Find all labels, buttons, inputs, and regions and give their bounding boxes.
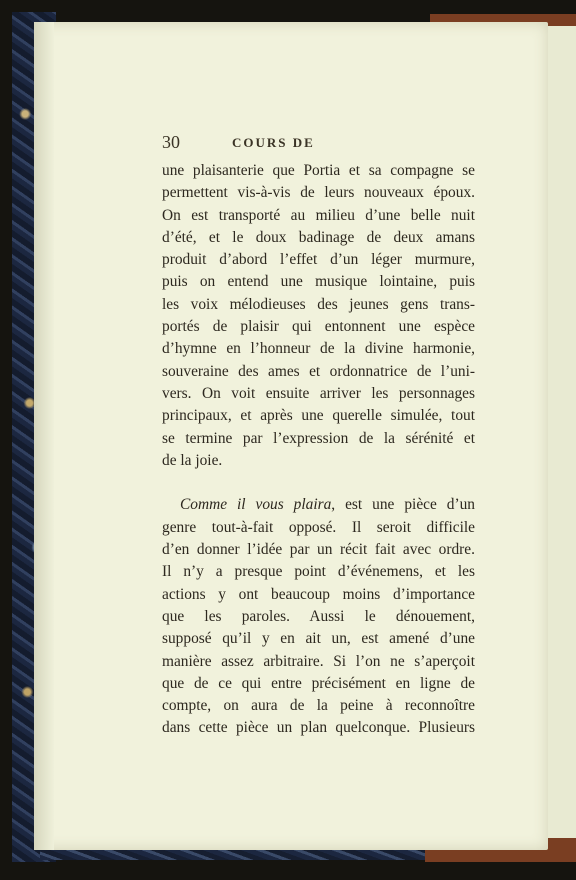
text-line: que les paroles. Aussi le dénouement, [162,607,475,625]
text-line: dans cette pièce un plan quelconque. Plusieurs [162,719,475,737]
play-title: Comme il vous plaira [180,496,332,514]
text-line: souveraine des ames et ordonnatrice de l’uni- [162,362,475,380]
page-gutter-shadow [34,22,54,850]
running-title: COURS DE [232,135,315,150]
text-line: produit d’abord l’effet d’un léger murmure, [162,251,475,269]
text-line: que de ce qui entre précisément en ligne de [162,674,475,692]
page-number: 30 [162,132,180,152]
text-line: les voix mélodieuses des jeunes gens trans- [162,295,475,313]
page-header [162,132,382,156]
text-line: une plaisanterie que Portia et sa compagne se [162,162,475,179]
text-fragment: , est une pièce d’un [331,496,475,514]
text-line: puis on entend une musique lointaine, puis [162,273,475,291]
text-line: compte, on aura de la peine à reconnoître [162,697,475,715]
text-line: se termine par l’expression de la sérénité et [162,429,475,447]
text-line: manière assez arbitraire. Si l’on ne s’aperçoit [162,652,475,670]
text-line: principaux, et après une querelle simulée, tout [162,407,475,425]
text-line: genre tout-à-fait opposé. Il seroit difficile [162,518,475,536]
text-line: permettent vis-à-vis de leurs nouveaux époux. [162,184,475,202]
text-line: Il n’y a presque point d’événemens, et les [162,563,475,581]
text-line: vers. On voit ensuite arriver les personnages [162,384,475,402]
text-line: de la joie. [162,451,223,469]
page-body-text [162,160,475,740]
text-line: actions y ont beaucoup moins d’importance [162,585,475,603]
text-line: d’hymne en l’honneur de la divine harmonie, [162,340,475,358]
text-line: portés de plaisir qui entonnent une espèce [162,318,475,336]
text-line: supposé qu’il y en ait un, est amené d’une [162,630,475,648]
paragraph-first-line [162,494,475,516]
text-line: d’en donner l’idée par un récit fait avec ordre. [162,541,475,559]
text-line: On est transporté au milieu d’une belle nuit [162,206,475,224]
text-line: d’été, et le doux badinage de deux amans [162,228,475,246]
